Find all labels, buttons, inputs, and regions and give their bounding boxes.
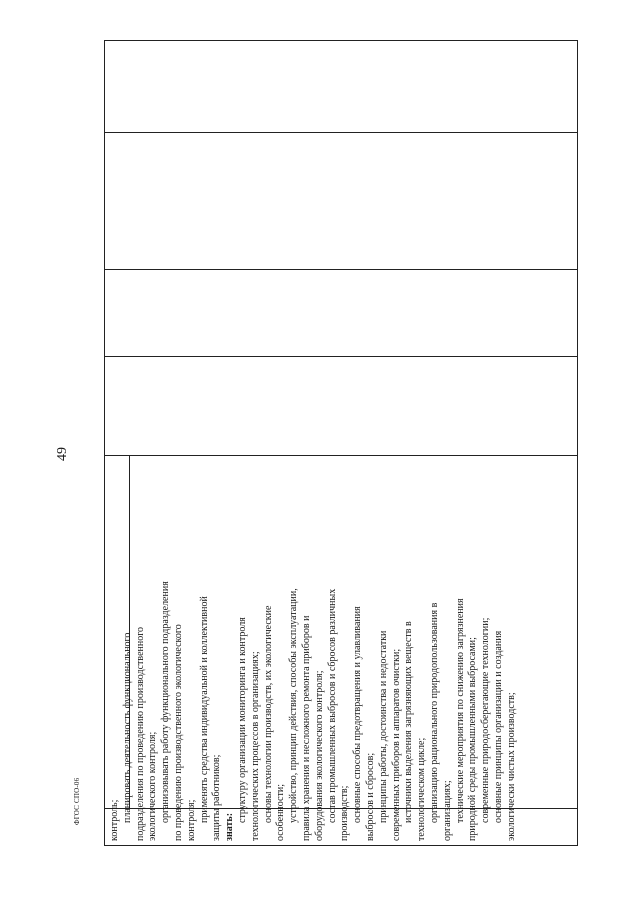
rotated-text-block (105, 455, 579, 847)
text-line: планировать деятельность функционального (121, 632, 133, 823)
text-line: контроля; (185, 799, 197, 841)
text-line: современных приборов и аппаратов очистки; (390, 648, 402, 841)
row-divider-2 (105, 269, 577, 270)
document-table (104, 40, 578, 846)
text-line: организовывать работу функционального подразделения (160, 581, 172, 823)
text-line: принципы работы, достоинства и недостатки (377, 630, 389, 823)
text-line: технические мероприятия по снижению загрязнения (454, 598, 466, 823)
text-line: экологического контроля; (147, 731, 159, 841)
text-line: современные природосберегающие технологии; (480, 617, 492, 823)
text-line: применять средства индивидуальной и коллективной (198, 596, 210, 823)
text-line: правила хранения и несложного ремонта приборов и (300, 615, 312, 841)
text-line: структуру организации мониторинга и контроля (236, 617, 248, 823)
page-number: 49 (55, 447, 70, 461)
text-line: состав промышленных выбросов и сбросов различных (326, 588, 338, 823)
text-line: основные способы предотвращения и улавливания (352, 606, 364, 823)
text-line: организацию рационального природопользования в (428, 602, 440, 823)
text-line: знать: (224, 812, 236, 841)
text-line: производств; (339, 785, 351, 841)
text-cell (105, 455, 579, 847)
footer-code: ФГОС СПО-06 (73, 777, 81, 825)
text-line: технологическом цикле; (416, 737, 428, 841)
text-line: выбросов и сбросов; (364, 752, 376, 841)
text-line: источники выделения загрязняющих веществ в (403, 621, 415, 823)
row-divider-3 (105, 356, 577, 357)
text-line: организациях; (441, 780, 453, 841)
text-line: особенности; (275, 784, 287, 841)
text-line: оборудования экологического контроля; (313, 670, 325, 841)
text-line: природной среды промышленными выбросами; (467, 637, 479, 841)
text-line: подразделения по проведению производственного (134, 626, 146, 841)
text-line: контроль; (109, 799, 120, 841)
text-line: основы технологии производств, их экологические (262, 605, 274, 823)
row-divider-1 (105, 132, 577, 133)
text-line: по проведению производственного экологического (172, 624, 184, 841)
text-line: экологически чистых производств; (505, 692, 517, 841)
text-line: защиты работников; (211, 754, 223, 841)
text-line: технологических процессов в организациях; (249, 651, 261, 841)
text-line: устройство, принцип действия, способы эксплуатации, (288, 588, 300, 823)
text-line: основные принципы организации и создания (492, 630, 504, 823)
